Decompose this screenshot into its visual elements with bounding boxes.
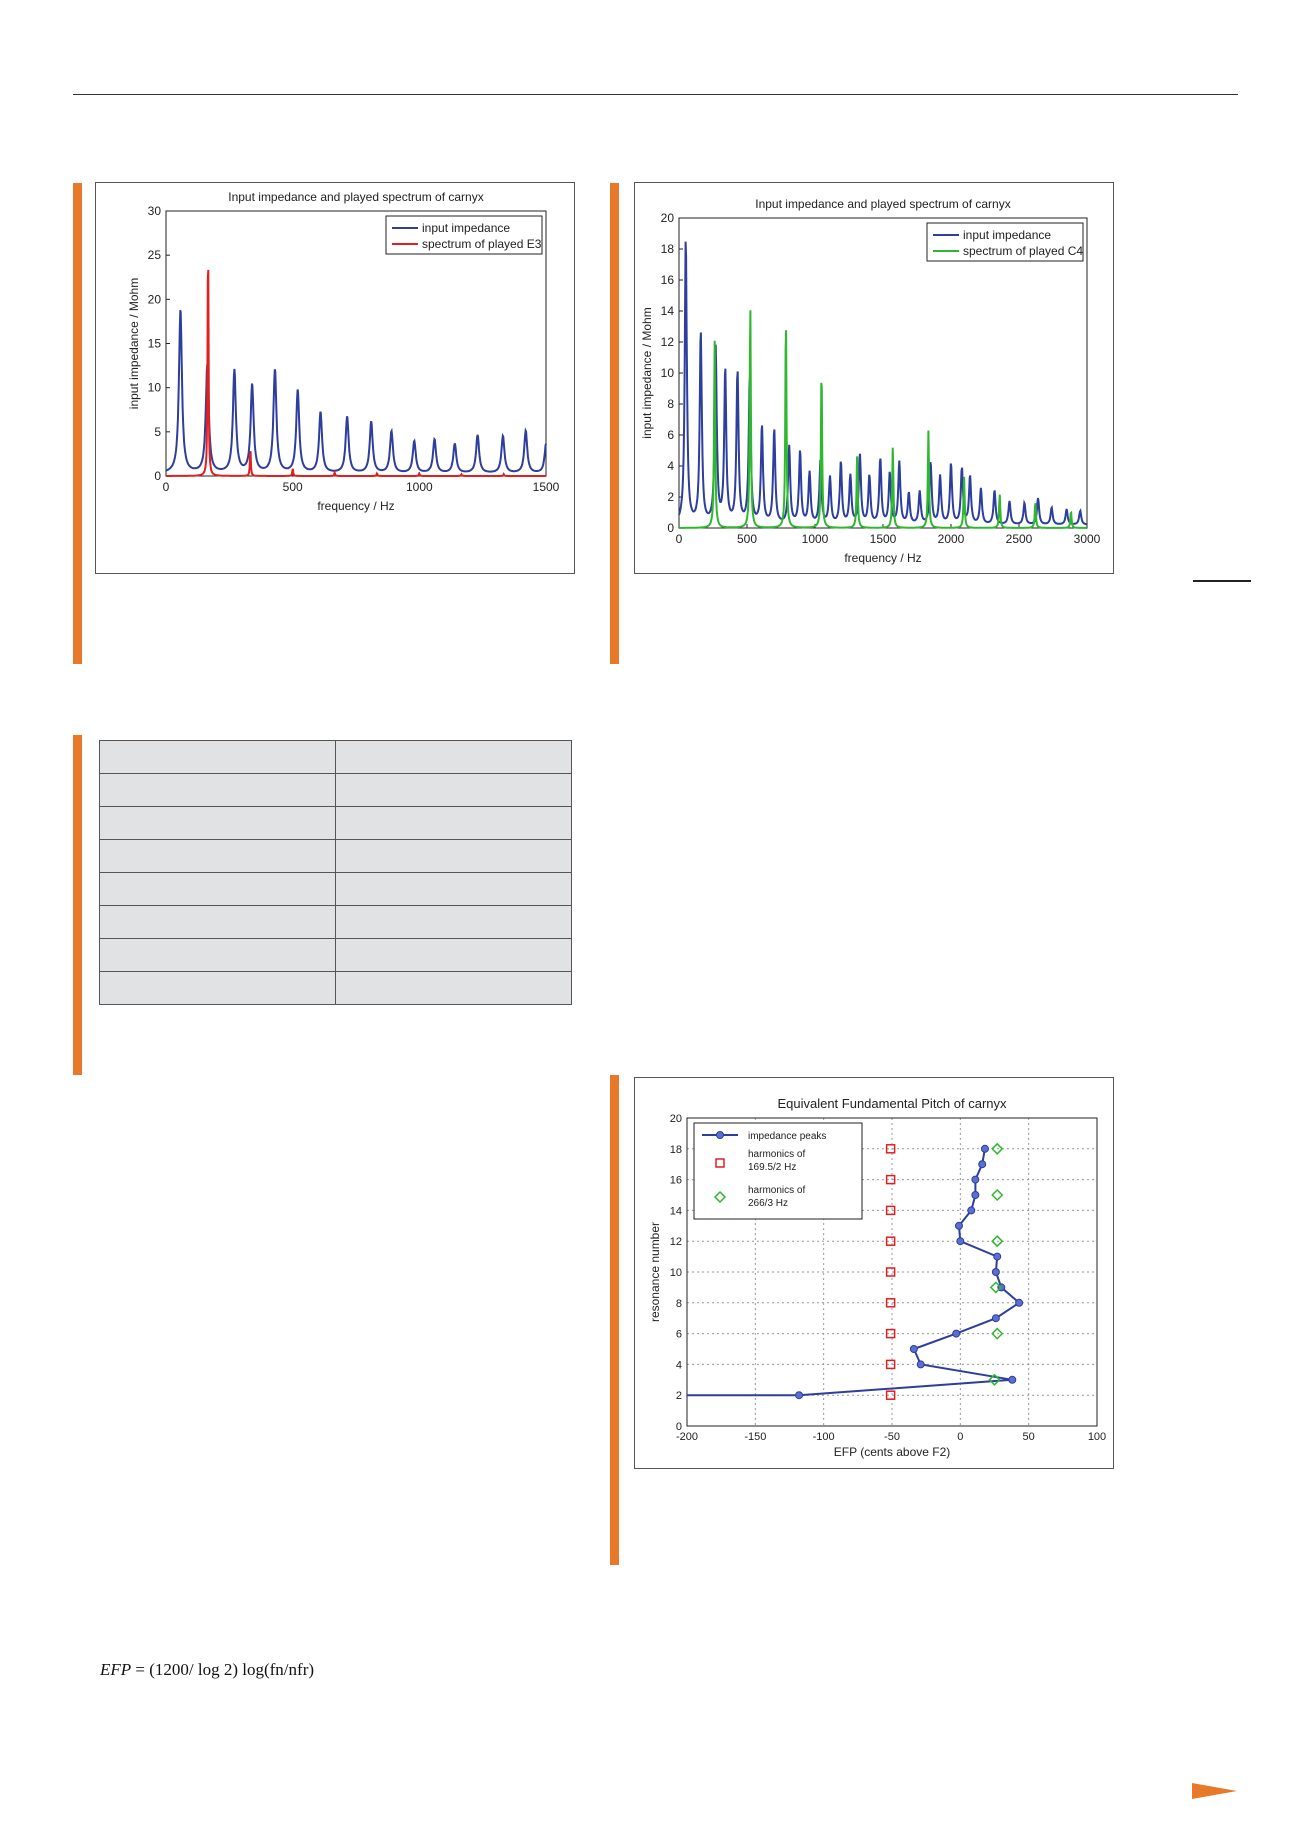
y-axis-label: input impedance / Mohm <box>127 277 141 410</box>
y-axis-label: input impedance / Mohm <box>640 307 654 439</box>
x-tick-label: 0 <box>957 1431 964 1443</box>
y-tick-label: 16 <box>660 273 674 287</box>
y-tick-label: 10 <box>147 380 161 395</box>
table-cell <box>100 906 336 939</box>
x-tick-label: 1500 <box>532 480 560 494</box>
y-tick-label: 6 <box>675 1328 682 1341</box>
data-table <box>99 740 572 1005</box>
table-row <box>100 873 572 906</box>
impedance-peak-point <box>917 1361 924 1368</box>
legend-entry: 169.5/2 Hz <box>748 1162 797 1173</box>
y-tick-label: 0 <box>667 521 674 535</box>
impedance-peak-point <box>1009 1376 1016 1383</box>
y-tick-label: 25 <box>147 248 161 263</box>
table-cell <box>336 741 572 774</box>
sidebar-rule <box>1193 580 1251 582</box>
formula-lhs: EFP <box>100 1660 132 1679</box>
impedance-peak-point <box>1016 1299 1023 1306</box>
impedance-peak-point <box>957 1238 964 1245</box>
impedance-peak-point <box>910 1346 917 1353</box>
table-cell <box>336 873 572 906</box>
y-tick-label: 4 <box>667 459 674 473</box>
y-tick-label: 12 <box>669 1236 682 1249</box>
table-cell <box>336 972 572 1005</box>
x-tick-label: -50 <box>884 1431 900 1443</box>
figure-1 <box>95 182 575 574</box>
table-cell <box>336 939 572 972</box>
y-tick-label: 14 <box>669 1205 682 1218</box>
table-cell <box>100 939 336 972</box>
efp-formula <box>100 1660 314 1680</box>
y-tick-label: 18 <box>669 1143 682 1156</box>
y-tick-label: 30 <box>147 204 161 218</box>
table-row <box>100 972 572 1005</box>
table-cell <box>100 774 336 807</box>
legend-entry: spectrum of played E3 <box>422 237 542 251</box>
table-cell <box>336 774 572 807</box>
legend-entry: harmonics of <box>748 1149 806 1160</box>
y-tick-label: 20 <box>669 1113 682 1125</box>
table-cell <box>336 807 572 840</box>
formula-rhs: = (1200/ log 2) log(fn/nfr) <box>131 1660 315 1679</box>
chart-impedance-c4 <box>635 183 1113 573</box>
legend-entry: 266/3 Hz <box>748 1198 789 1209</box>
y-tick-label: 0 <box>675 1421 682 1433</box>
page-arrow-icon <box>1192 1783 1237 1799</box>
impedance-peak-point <box>981 1145 988 1152</box>
table-row <box>100 906 572 939</box>
x-tick-label: 2000 <box>937 532 965 546</box>
table-row <box>100 741 572 774</box>
y-tick-label: 14 <box>660 304 674 318</box>
impedance-peak-point <box>796 1392 803 1399</box>
y-tick-label: 10 <box>669 1267 682 1279</box>
figure-3 <box>634 1077 1114 1469</box>
x-tick-label: -100 <box>812 1431 835 1443</box>
y-tick-label: 4 <box>675 1359 682 1372</box>
table-cell <box>336 906 572 939</box>
y-axis-label: resonance number <box>648 1221 662 1323</box>
legend-entry: input impedance <box>963 228 1052 242</box>
figure-2 <box>634 182 1114 574</box>
y-tick-label: 5 <box>154 424 161 439</box>
x-axis-label: frequency / Hz <box>844 551 922 565</box>
journal-title <box>1220 300 1250 500</box>
y-tick-label: 8 <box>667 397 674 411</box>
legend-entry: harmonics of <box>748 1185 806 1196</box>
table-accent-bar <box>73 735 82 1075</box>
table-cell <box>100 807 336 840</box>
y-tick-label: 2 <box>667 490 674 504</box>
chart-title: Input impedance and played spectrum of carnyx <box>228 190 484 204</box>
legend-circle-swatch <box>717 1132 724 1139</box>
x-tick-label: 1500 <box>869 532 897 546</box>
legend-entry: spectrum of played C4 <box>963 244 1084 258</box>
y-tick-label: 10 <box>660 366 674 380</box>
y-tick-label: 2 <box>675 1390 682 1403</box>
table-cell <box>336 840 572 873</box>
impedance-peak-point <box>979 1161 986 1168</box>
impedance-peak-point <box>972 1192 979 1199</box>
impedance-peak-point <box>953 1330 960 1337</box>
legend-entry: input impedance <box>422 221 511 235</box>
impedance-peak-point <box>992 1269 999 1276</box>
header-rule <box>73 94 1238 95</box>
impedance-peak-point <box>972 1176 979 1183</box>
chart-title: Input impedance and played spectrum of carnyx <box>755 197 1011 211</box>
table-cell <box>100 972 336 1005</box>
y-tick-label: 0 <box>154 469 161 483</box>
y-tick-label: 8 <box>675 1297 682 1310</box>
x-tick-label: 2500 <box>1005 532 1033 546</box>
x-tick-label: 500 <box>736 532 758 546</box>
table-cell <box>100 741 336 774</box>
x-tick-label: 0 <box>162 480 170 494</box>
table-cell <box>100 873 336 906</box>
x-tick-label: 0 <box>675 532 683 546</box>
y-tick-label: 20 <box>147 292 161 307</box>
x-tick-label: -200 <box>675 1431 699 1443</box>
figure-2-accent-bar <box>610 183 619 664</box>
x-tick-label: 500 <box>282 480 303 494</box>
x-axis-label: EFP (cents above F2) <box>833 1445 951 1459</box>
chart-impedance-e3 <box>96 183 574 573</box>
x-tick-label: 1000 <box>801 532 829 546</box>
table-row <box>100 807 572 840</box>
table-cell <box>100 840 336 873</box>
x-tick-label: 100 <box>1087 1431 1107 1443</box>
table-row <box>100 840 572 873</box>
table-row <box>100 939 572 972</box>
chart-title: Equivalent Fundamental Pitch of carnyx <box>777 1096 1007 1111</box>
impedance-peak-point <box>955 1222 962 1229</box>
chart-efp <box>635 1078 1113 1468</box>
legend-entry: impedance peaks <box>748 1131 827 1142</box>
y-tick-label: 20 <box>660 211 674 225</box>
y-tick-label: 16 <box>669 1174 682 1187</box>
impedance-peak-point <box>994 1253 1001 1260</box>
x-tick-label: -150 <box>744 1431 767 1443</box>
y-tick-label: 12 <box>660 335 674 349</box>
figure-1-accent-bar <box>73 183 82 664</box>
y-tick-label: 15 <box>147 336 161 351</box>
figure-3-accent-bar <box>610 1075 619 1565</box>
table-row <box>100 774 572 807</box>
impedance-peak-point <box>992 1315 999 1322</box>
x-tick-label: 3000 <box>1073 532 1101 546</box>
x-tick-label: 1000 <box>405 480 433 494</box>
y-tick-label: 6 <box>667 428 674 442</box>
y-tick-label: 18 <box>660 242 674 256</box>
x-axis-label: frequency / Hz <box>317 499 395 513</box>
impedance-peak-point <box>968 1207 975 1214</box>
x-tick-label: 50 <box>1022 1431 1035 1443</box>
